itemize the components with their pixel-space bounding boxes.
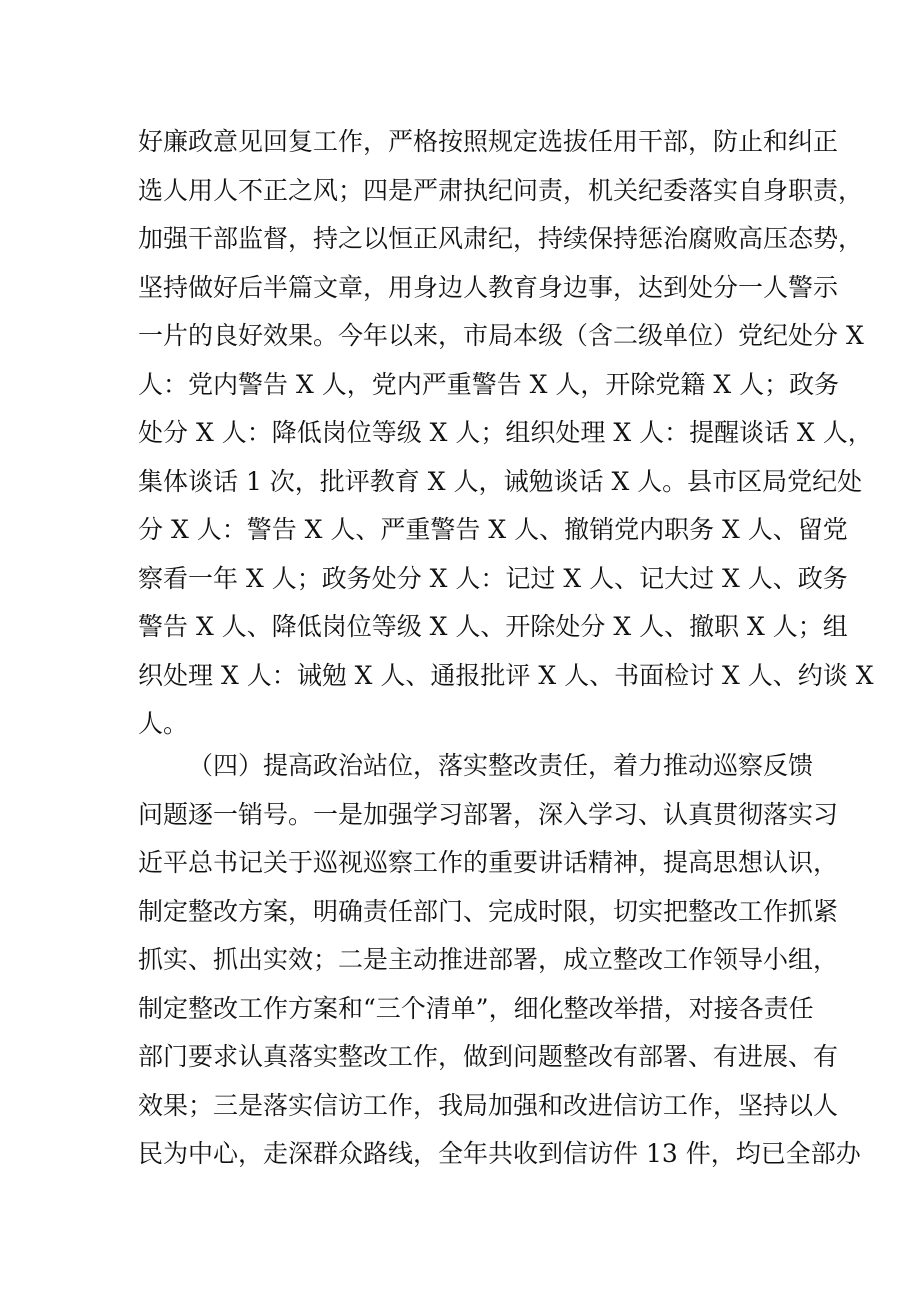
paragraph-line: 问题逐一销号。一是加强学习部署，深入学习、认真贯彻落实习 <box>138 799 839 829</box>
paragraph-section-four <box>138 742 861 1179</box>
paragraph-line: 制定整改工作方案和“三个清单”，细化整改举措，对接各责任 <box>138 993 814 1023</box>
paragraph-line: 制定整改方案，明确责任部门、完成时限，切实把整改工作抓紧 <box>138 896 839 926</box>
paragraph-line: 效果；三是落实信访工作，我局加强和改进信访工作，坚持以人 <box>138 1090 839 1120</box>
paragraph-line: 人。 <box>138 709 189 738</box>
paragraph-discipline-results <box>138 118 874 749</box>
paragraph-line: 选人用人不正之风；四是严肃执纪问责，机关纪委落实自身职责， <box>138 175 864 205</box>
paragraph-line: 察看一年 X 人；政务处分 X 人：记过 X 人、记大过 X 人、政务 <box>138 563 848 593</box>
paragraph-line: 近平总书记关于巡视巡察工作的重要讲话精神，提高思想认识， <box>138 848 839 877</box>
paragraph-line: 坚持做好后半篇文章，用身边人教育身边事，达到处分一人警示 <box>138 272 839 302</box>
paragraph-line: 部门要求认真落实整改工作，做到问题整改有部署、有进展、有 <box>138 1042 839 1071</box>
paragraph-line: 一片的良好效果。今年以来，市局本级（含二级单位）党纪处分 X <box>138 321 864 350</box>
paragraph-line: 处分 X 人：降低岗位等级 X 人；组织处理 X 人：提醒谈话 X 人， <box>138 418 873 447</box>
paragraph-line: 分 X 人：警告 X 人、严重警告 X 人、撤销党内职务 X 人、留党 <box>138 515 848 544</box>
paragraph-line: 加强干部监督，持之以恒正风肃纪，持续保持惩治腐败高压态势， <box>138 224 864 253</box>
paragraph-line: 抓实、抓出实效；二是主动推进部署，成立整改工作领导小组， <box>138 945 839 974</box>
paragraph-line: 人：党内警告 X 人，党内严重警告 X 人，开除党籍 X 人；政务 <box>138 369 840 399</box>
paragraph-line: 集体谈话 1 次，批评教育 X 人，诫勉谈话 X 人。县市区局党纪处 <box>138 466 863 496</box>
section-heading-line: （四）提高政治站位，落实整改责任，着力推动巡察反馈 <box>188 751 814 780</box>
paragraph-line: 好廉政意见回复工作，严格按照规定选拔任用干部，防止和纠正 <box>138 127 839 156</box>
paragraph-line: 民为中心，走深群众路线，全年共收到信访件 13 件，均已全部办 <box>138 1139 861 1168</box>
paragraph-line: 织处理 X 人：诫勉 X 人、通报批评 X 人、书面检讨 X 人、约谈 X <box>138 660 874 690</box>
paragraph-line: 警告 X 人、降低岗位等级 X 人、开除处分 X 人、撤职 X 人；组 <box>138 612 848 641</box>
